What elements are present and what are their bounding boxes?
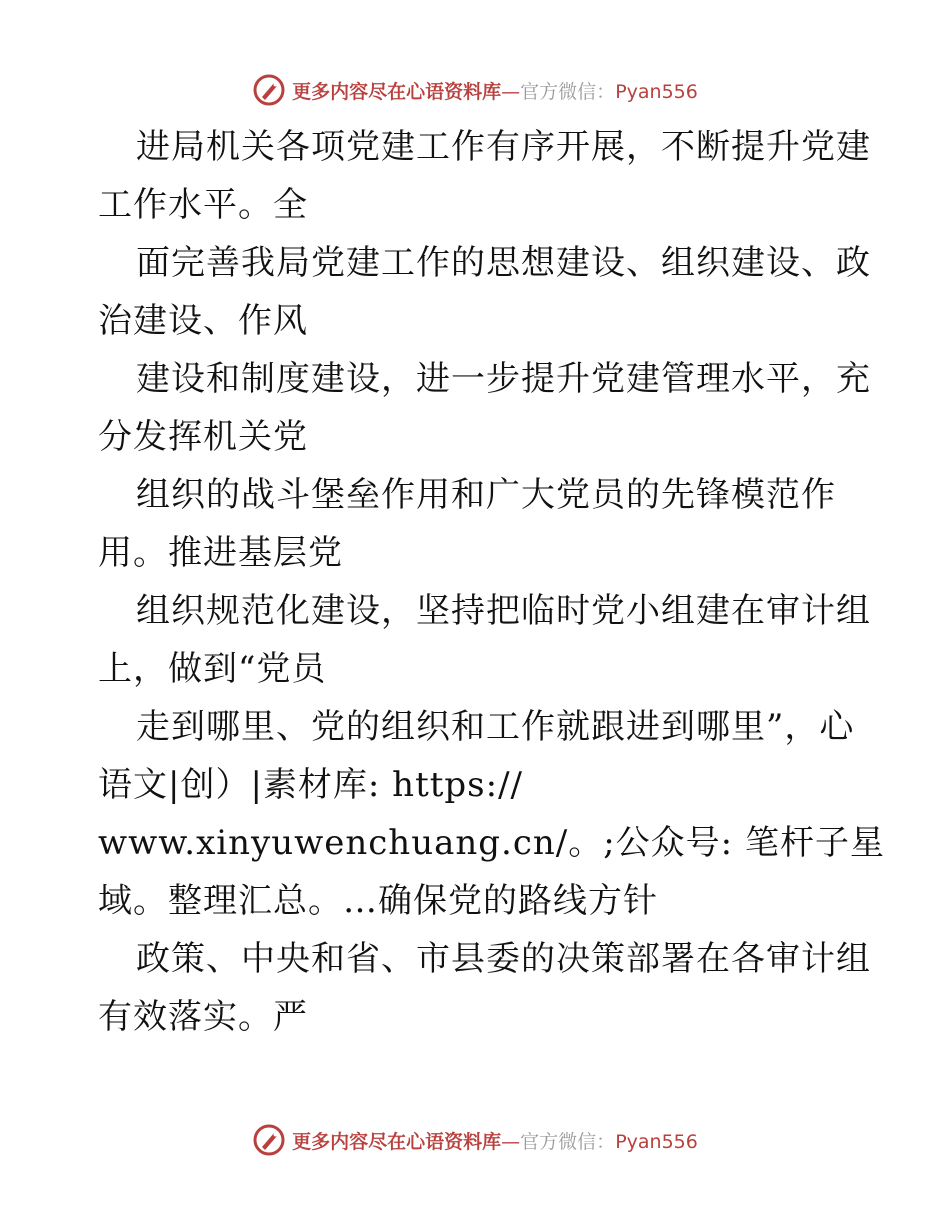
body-text-line: 面完善我局党建工作的思想建设、组织建设、政	[136, 243, 871, 283]
body-text-line: 分发挥机关党	[98, 417, 308, 457]
body-text-line: 政策、中央和省、市县委的决策部署在各审计组	[136, 939, 871, 979]
document-body	[98, 118, 885, 1046]
body-text-line: 建设和制度建设，进一步提升党建管理水平，充	[136, 359, 871, 399]
footer-banner-separator: —	[501, 1130, 521, 1153]
body-text-line: 走到哪里、党的组织和工作就跟进到哪里”，心	[136, 707, 855, 747]
header-wechat-id: Pyan556	[615, 80, 698, 103]
header-banner-inner	[252, 73, 698, 107]
footer-wechat-id: Pyan556	[615, 1130, 698, 1153]
header-banner	[0, 70, 950, 110]
body-text-line: 治建设、作风	[98, 301, 308, 341]
body-text-line: 域。整理汇总。…确保党的路线方针	[98, 881, 658, 921]
body-text-line: 进局机关各项党建工作有序开展，不断提升党建	[136, 127, 871, 167]
footer-banner	[0, 1120, 950, 1160]
body-text-line: 上，做到“党员	[98, 649, 327, 689]
body-text-line: 组织的战斗堡垒作用和广大党员的先锋模范作	[136, 475, 836, 515]
footer-wechat-label: 官方微信：	[520, 1130, 616, 1153]
footer-banner-text	[292, 1127, 698, 1154]
pen-nib-logo-icon	[252, 73, 286, 107]
footer-banner-inner	[252, 1123, 698, 1157]
pen-nib-logo-icon	[252, 1123, 286, 1157]
header-banner-separator: —	[501, 80, 521, 103]
body-text-line: 有效落实。严	[98, 997, 308, 1037]
body-text-line: www.xinyuwenchuang.cn/。;公众号: 笔杆子星	[98, 823, 885, 863]
header-banner-text	[292, 77, 698, 104]
footer-banner-title: 更多内容尽在心语资料库	[292, 1130, 502, 1153]
body-text-line: 用。推进基层党	[98, 533, 343, 573]
body-text-line: 组织规范化建设，坚持把临时党小组建在审计组	[136, 591, 871, 631]
body-text-line: 工作水平。全	[98, 185, 308, 225]
header-banner-title: 更多内容尽在心语资料库	[292, 80, 502, 103]
body-text-line: 语文|创）|素材库: https://	[98, 765, 523, 805]
header-wechat-label: 官方微信：	[520, 80, 616, 103]
